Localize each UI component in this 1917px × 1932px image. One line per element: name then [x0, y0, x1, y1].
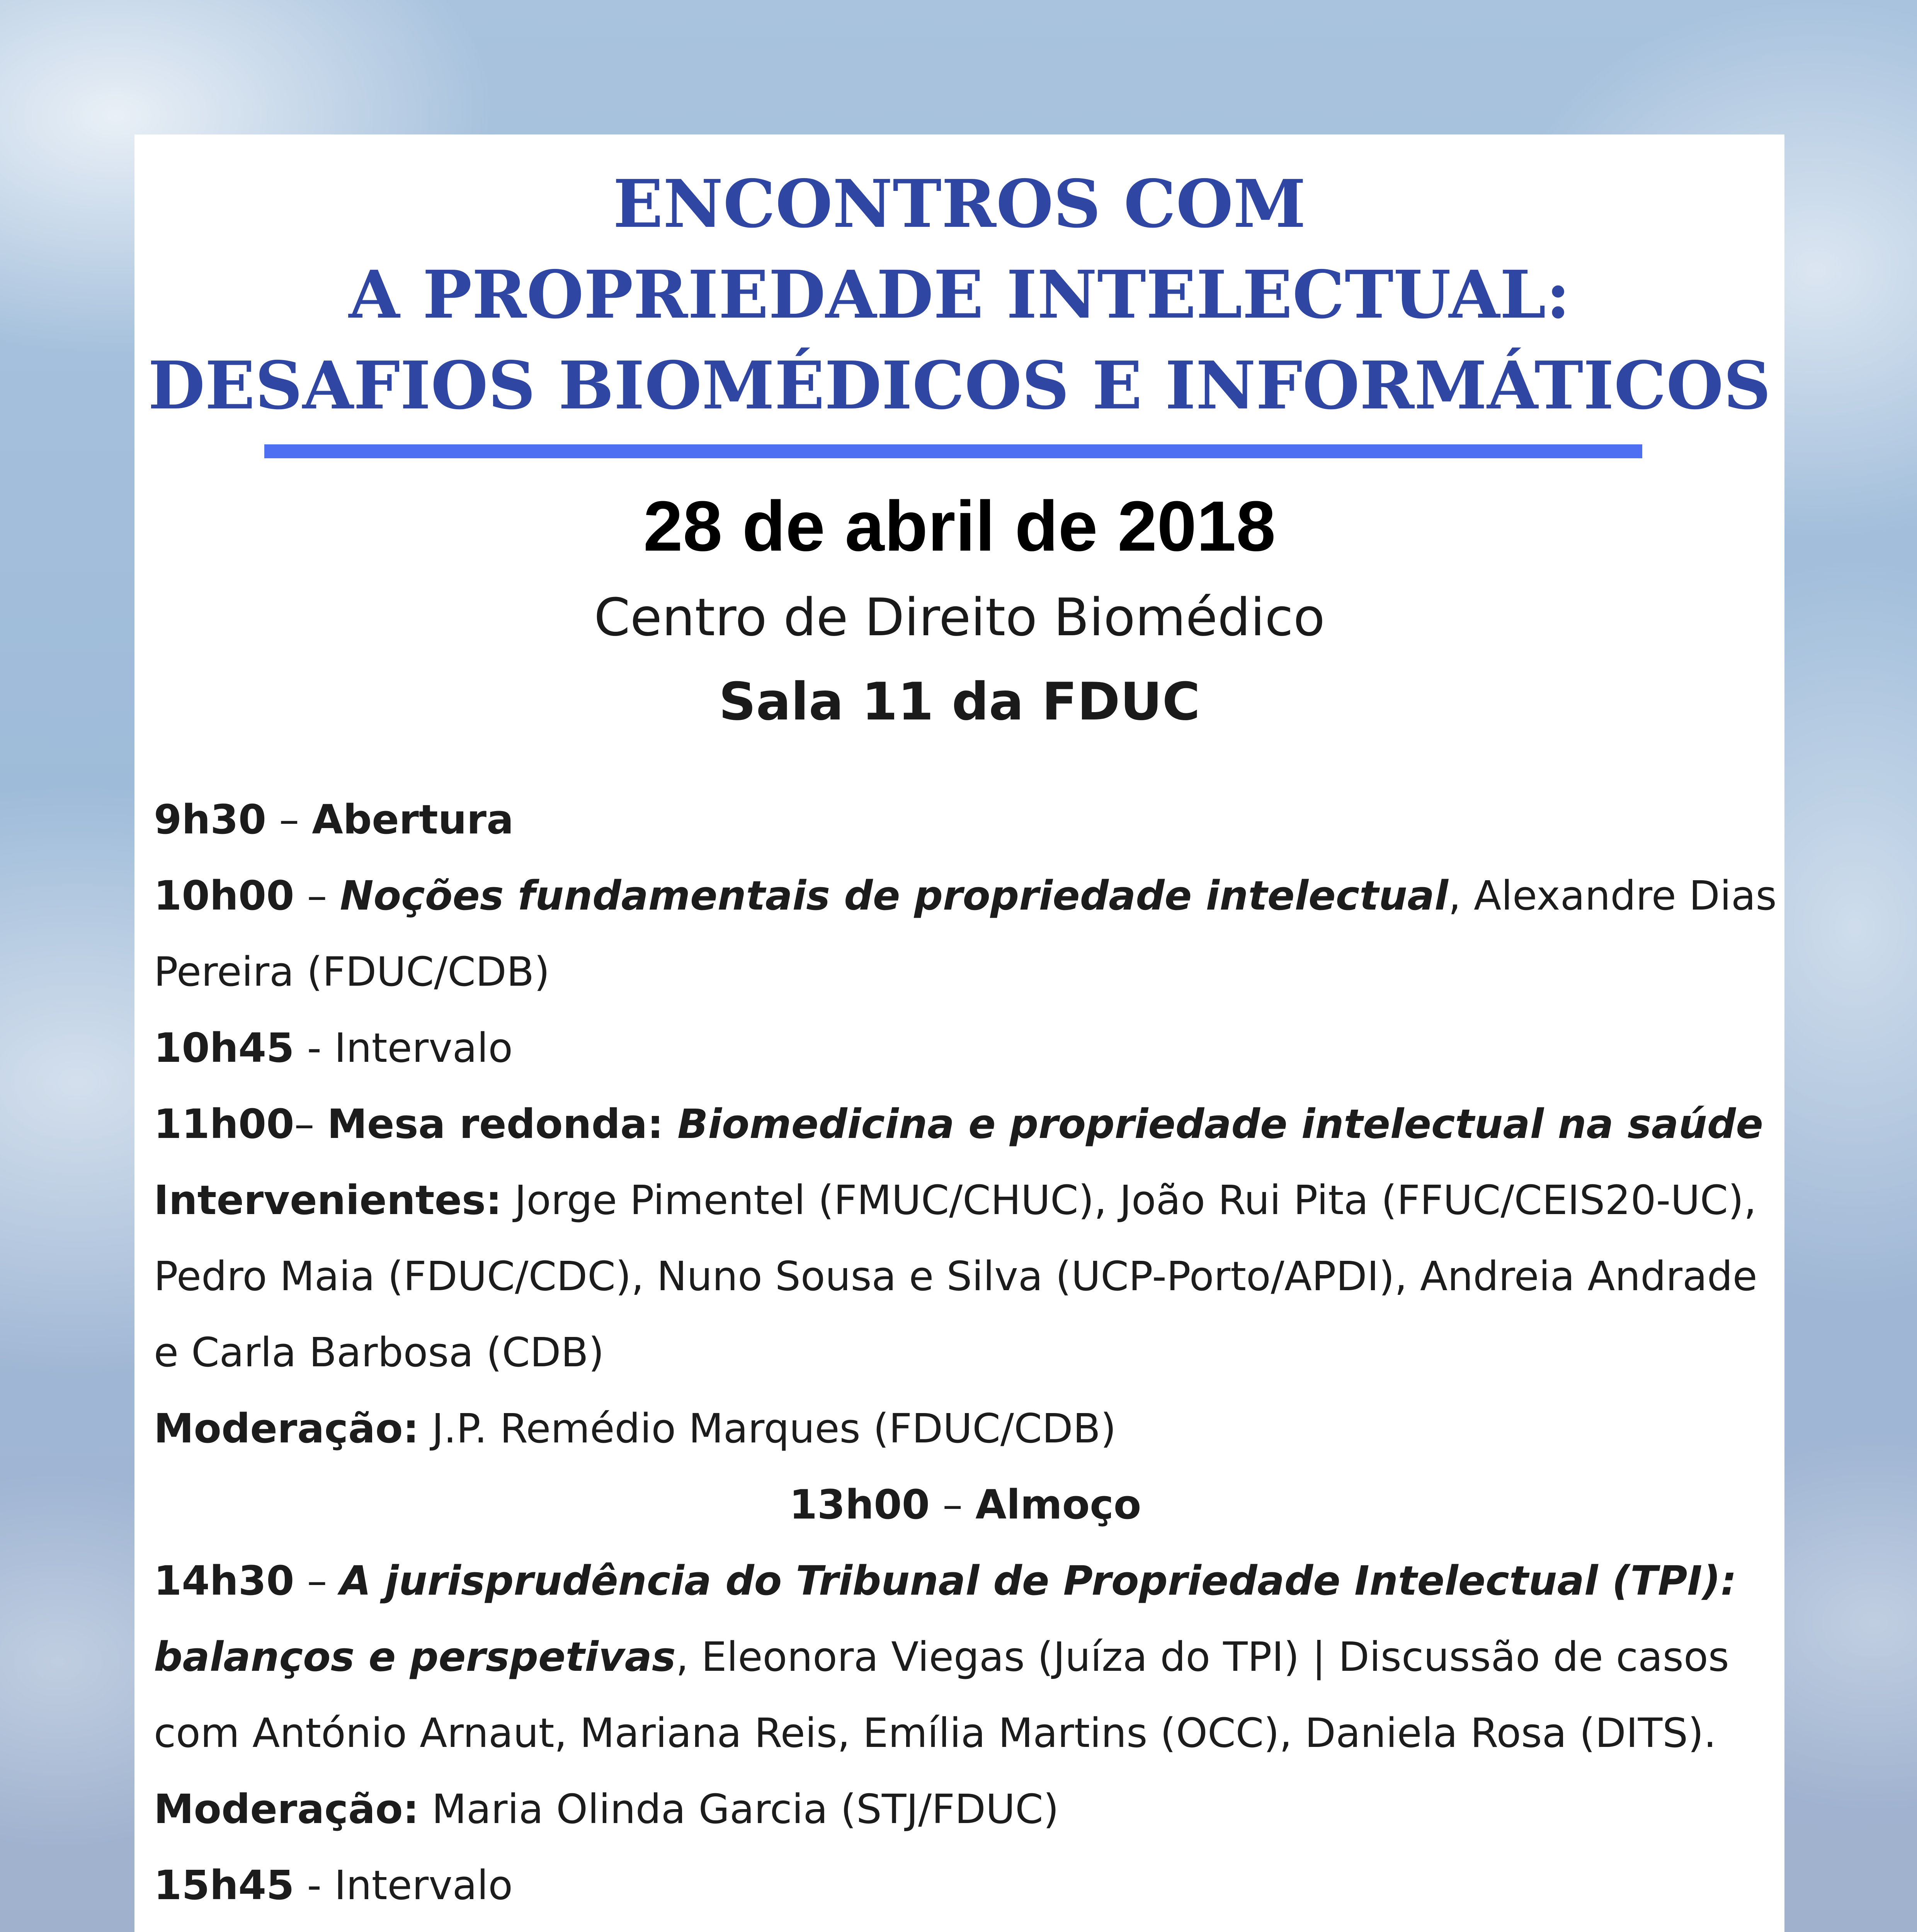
- program-text-segment: - Intervalo: [294, 1024, 513, 1071]
- program-line-1000-cont: [154, 934, 1777, 1010]
- program-text-segment: com António Arnaut, Mariana Reis, Emília Martins (OCC), Daniela Rosa (DITS).: [154, 1709, 1716, 1757]
- program-line-almoco: [154, 1467, 1777, 1543]
- program-text-segment: 13h00: [789, 1481, 930, 1528]
- event-room: Sala 11 da FDUC: [719, 672, 1200, 732]
- program-text-segment: –: [266, 796, 312, 843]
- program-text-segment: Moderação:: [154, 1405, 419, 1452]
- program-text-segment: –: [294, 1100, 327, 1148]
- program-line-1430-cont-2: [154, 1695, 1777, 1771]
- program-text-segment: Noções fundamentais de propriedade intelectual: [340, 872, 1448, 919]
- program-text-segment: –: [930, 1481, 976, 1528]
- program-text-segment: 14h30: [154, 1557, 294, 1604]
- program-line-1000: [154, 858, 1777, 934]
- title-underline: [264, 444, 1642, 458]
- program-text-segment: Pereira (FDUC/CDB): [154, 948, 550, 995]
- program-text-segment: Abertura: [312, 796, 514, 843]
- program-list: [154, 782, 1777, 1932]
- program-line-1100-speakers: [154, 1162, 1777, 1238]
- program-text-segment: Mesa redonda:: [327, 1100, 678, 1148]
- program-text-segment: Moderação:: [154, 1786, 419, 1833]
- program-text-segment: Maria Olinda Garcia (STJ/FDUC): [419, 1786, 1059, 1833]
- title-line-2: A PROPRIEDADE INTELECTUAL:: [349, 256, 1570, 333]
- program-text-segment: 9h30: [154, 796, 267, 843]
- program-text-segment: –: [294, 872, 340, 919]
- program-text-segment: balanços e perspetivas: [154, 1633, 676, 1680]
- program-line-1430-moderation: [154, 1771, 1777, 1847]
- title-line-1: ENCONTROS COM: [613, 165, 1306, 243]
- program-text-segment: 10h00: [154, 872, 294, 919]
- event-date: 28 de abril de 2018: [643, 486, 1276, 566]
- program-text-segment: 11h00: [154, 1100, 294, 1148]
- title-line-3: DESAFIOS BIOMÉDICOS E INFORMÁTICOS: [148, 347, 1771, 424]
- event-venue: Centro de Direito Biomédico: [594, 587, 1325, 648]
- program-text-segment: Pedro Maia (FDUC/CDC), Nuno Sousa e Silva (UCP-Porto/APDI), Andreia Andrade: [154, 1253, 1757, 1300]
- program-line-1600: [154, 1923, 1777, 1932]
- program-line-1430: [154, 1543, 1777, 1619]
- program-line-1100: [154, 1086, 1777, 1162]
- program-line-1100-moderation: [154, 1391, 1777, 1467]
- program-text-segment: –: [294, 1557, 340, 1604]
- program-text-segment: A jurisprudência do Tribunal de Propriedade Intelectual (TPI):: [340, 1557, 1737, 1604]
- program-line-1100-speakers-2: [154, 1238, 1777, 1315]
- program-line-abertura: [154, 782, 1777, 858]
- program-text-segment: Biomedicina e propriedade intelectual na saúde: [677, 1100, 1763, 1148]
- program-card: [134, 134, 1784, 1932]
- program-line-1545: [154, 1847, 1777, 1923]
- program-line-1430-cont: [154, 1619, 1777, 1695]
- program-text-segment: Almoço: [975, 1481, 1141, 1528]
- program-line-1045: [154, 1010, 1777, 1086]
- program-text-segment: , Alexandre Dias: [1448, 872, 1777, 919]
- program-text-segment: Jorge Pimentel (FMUC/CHUC), João Rui Pita (FFUC/CEIS20-UC),: [502, 1177, 1757, 1224]
- program-line-1100-speakers-3: [154, 1315, 1777, 1391]
- program-text-segment: , Eleonora Viegas (Juíza do TPI) | Discussão de casos: [675, 1633, 1729, 1680]
- program-text-segment: J.P. Remédio Marques (FDUC/CDB): [419, 1405, 1116, 1452]
- program-text-segment: Intervenientes:: [154, 1177, 502, 1224]
- program-text-segment: 15h45: [154, 1862, 294, 1909]
- program-text-segment: - Intervalo: [294, 1862, 513, 1909]
- program-text-segment: 10h45: [154, 1024, 294, 1071]
- program-text-segment: e Carla Barbosa (CDB): [154, 1329, 604, 1376]
